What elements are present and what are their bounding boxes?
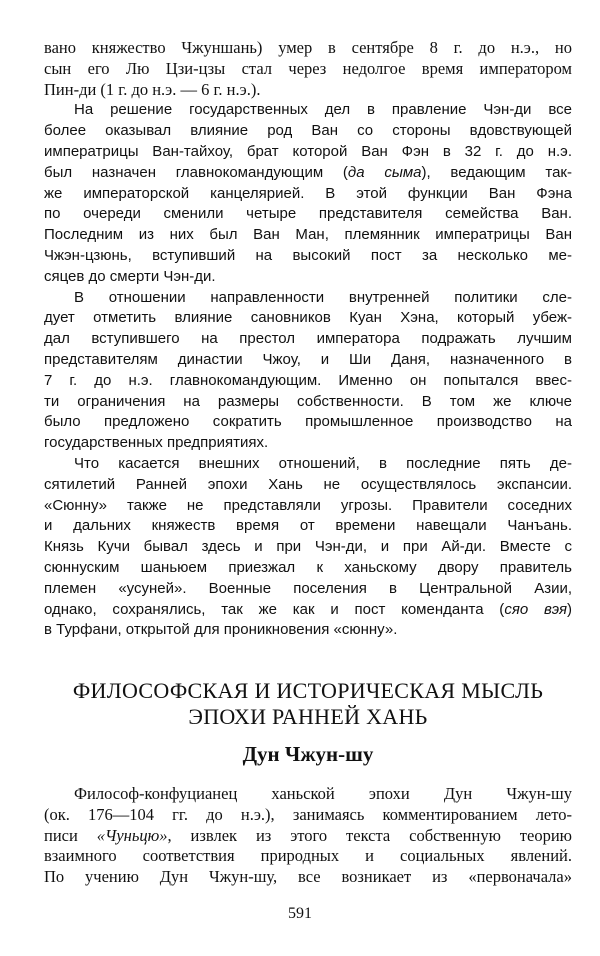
italic-term: да сыма [347,163,422,181]
text-line [44,805,572,826]
text-line [44,225,572,246]
text-line [44,267,572,288]
text-segment: сюннуским шаньюем приезжал к ханьскому двору правитель [44,558,572,576]
text-line [44,496,572,517]
text-segment: ), ведающим так- [421,163,572,181]
text-segment: 7 г. до н.э. главнокомандующим. Именно он попытался ввес- [44,371,572,389]
text-segment: племен «усуней». Военные поселения в Центральной Азии, [44,579,572,597]
text-segment: представителям династии Чжоу, и Ши Даня, назначенного в [44,350,572,368]
text-line [44,246,572,267]
paragraph [44,100,572,287]
text-line [44,826,572,847]
text-segment: Последним из них был Ван Ман, племянник императрицы Ван [44,226,572,244]
text-segment: и дальних княжеств время от времени навещали Чанъань. [44,517,572,535]
text-line [44,846,572,867]
paragraph [44,38,572,100]
text-line [44,392,572,413]
text-segment: ти ограничения на размеры собственности. В том же ключе [44,392,572,410]
text-segment: ) [567,600,572,618]
text-line [44,163,572,184]
text-line [44,142,572,163]
text-segment: вано княжество Чжуншань) умер в сентябре 8 г. до н.э., но [44,38,572,57]
section-continuation-text [44,38,572,641]
page-number: 591 [288,905,312,922]
italic-term: «Чуньцю» [96,825,168,845]
text-line [44,454,572,475]
text-line [44,579,572,600]
text-line [44,121,572,142]
text-segment: в Турфани, открытой для проникновения «сюнну». [44,621,398,639]
text-line [44,516,572,537]
text-segment: Философ-конфуцианец ханьской эпохи Дун Чжун-шу [74,784,572,803]
text-line [44,620,572,641]
text-line [44,184,572,205]
text-segment: императрицы Ван-тайхоу, брат которой Ван Фэн в 32 г. до н.э. [44,142,572,160]
text-line [44,80,572,101]
text-line [44,475,572,496]
text-line [44,59,572,80]
text-line [44,558,572,579]
chapter-heading-line: ФИЛОСОФСКАЯ И ИСТОРИЧЕСКАЯ МЫСЛЬ [72,678,544,703]
text-line [44,350,572,371]
text-line [44,412,572,433]
text-segment: Чжэн-цзюнь, вступивший на высокий пост за несколько ме- [44,246,572,264]
text-line [44,784,572,805]
text-line [44,600,572,621]
chapter-heading [44,678,572,730]
italic-term: сяо вэя [504,600,567,618]
text-segment: , извлек из этого текста собственную теорию [167,825,572,845]
text-line [44,371,572,392]
text-segment: По учению Дун Чжун-шу, все возникает из «первоначала» [44,867,572,887]
paragraph [44,454,572,641]
text-segment: однако, сохранялись, так же как и пост коменданта ( [44,600,505,618]
text-segment: сятилетий Ранней эпохи Хань не осуществлялось экспансии. [44,475,572,493]
text-line [44,867,572,888]
text-segment: был назначен главнокомандующим ( [44,163,348,181]
subsection-heading: Дун Чжун-шу [242,742,374,766]
chapter-heading-line: ЭПОХИ РАННЕЙ ХАНЬ [188,704,428,729]
text-segment: дал вступившего на престол императора подражать лучшим [44,330,572,348]
text-line [44,537,572,558]
text-line [44,100,572,121]
text-segment: более оказывал влияние род Ван со стороны вдовствующей [44,122,572,140]
text-segment: дует отметить влияние сановников Куан Хэна, который убеж- [44,309,572,327]
text-line [44,329,572,350]
text-segment: На решение государственных дел в правление Чэн-ди все [74,101,572,119]
text-segment: Пин-ди (1 г. до н.э. — 6 г. н.э.). [44,79,261,99]
text-segment: взаимного соответствия природных и социальных явлений. [44,846,572,866]
text-segment: «Сюнну» также не представляли угрозы. Правители соседних [44,496,572,514]
text-segment: сын его Лю Цзи-цзы стал через недолгое время императором [44,58,572,78]
paragraph [44,288,572,454]
text-segment: было предложено сократить промышленное производство на [44,413,572,431]
text-segment: (ок. 176—104 гг. до н.э.), занимаясь комментированием лето- [44,804,572,824]
text-segment: сяцев до смерти Чэн-ди. [44,267,216,285]
section-body [44,784,572,888]
text-line [44,38,572,59]
text-line [44,204,572,225]
text-segment: Что касается внешних отношений, в последние пять де- [74,454,572,472]
text-segment: писи [44,825,97,845]
text-segment: же императорской канцелярией. В этой функции Ван Фэна [44,184,572,202]
text-segment: В отношении направленности внутренней политики сле- [74,288,572,306]
text-line [44,288,572,309]
paragraph [44,784,572,888]
text-segment: по очереди сменили четыре представителя семейства Ван. [44,205,572,223]
text-segment: государственных предприятиях. [44,434,269,452]
section-philosophy [44,678,572,888]
text-line [44,433,572,454]
text-segment: Князь Кучи бывал здесь и при Чэн-ди, и при Ай-ди. Вместе с [44,538,572,556]
text-line [44,308,572,329]
